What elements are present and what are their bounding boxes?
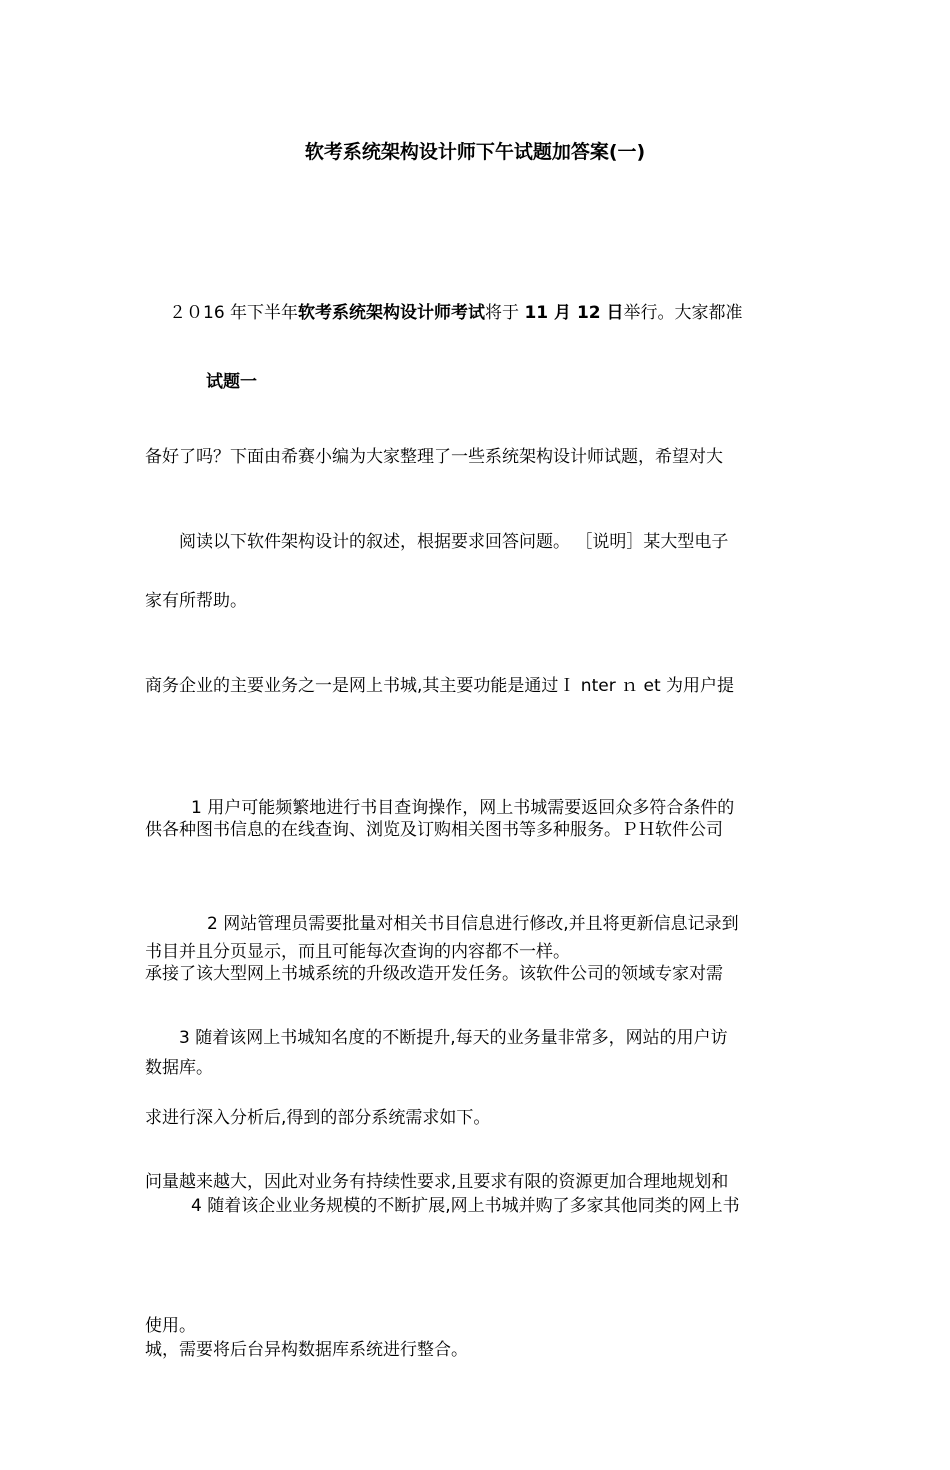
requirement-3-line-2: 问量越来越大，因此对业务有持续性要求,且要求有限的资源更加合理地规划和 [145,1172,729,1192]
intro-text-date: 11 月 12 日 [524,303,624,323]
description-line-3: 供各种图书信息的在线查询、浏览及订购相关图书等多种服务。ＰＨ软件公司 [145,820,723,840]
requirement-3-line-3: 使用。 [145,1316,196,1336]
intro-line-1 [145,289,807,337]
intro-text-will: 将于 [485,303,525,323]
requirement-1-line-2: 书目并且分页显示，而且可能每次查询的内容都不一样。 [145,942,570,962]
requirement-4-line-2: 城，需要将后台异构数据库系统进行整合。 [145,1340,468,1360]
description-line-2: 商务企业的主要业务之一是网上书城,其主要功能是通过Ｉ nter ｎ et 为用户提 [145,676,735,696]
requirement-3-line-1: 3 随着该网上书城知名度的不断提升,每天的业务量非常多，网站的用户访 [179,1028,728,1048]
requirement-item-4 [145,1086,807,1470]
intro-text-year: ２０16 年下半年 [169,303,299,323]
intro-text-exam-name: 软考系统架构设计师考试 [298,303,486,323]
intro-line-3: 家有所帮助。 [145,591,247,611]
requirement-4-line-1: 4 随着该企业业务规模的不断扩展,网上书城并购了多家其他同类的网上书 [191,1196,740,1216]
description-line-1: 阅读以下软件架构设计的叙述，根据要求回答问题。 ［说明］某大型电子 [179,532,729,552]
intro-line-2: 备好了吗？下面由希赛小编为大家整理了一些系统架构设计师试题，希望对大 [145,447,723,467]
document-title: 软考系统架构设计师下午试题加答案(一) [304,141,646,163]
requirement-1-line-1: 1 用户可能频繁地进行书目查询操作，网上书城需要返回众多符合条件的 [191,798,735,818]
description-line-4: 承接了该大型网上书城系统的升级改造开发任务。该软件公司的领域专家对需 [145,964,723,984]
description-line-5: 求进行深入分析后,得到的部分系统需求如下。 [145,1108,491,1128]
section-heading: 试题一 [206,372,257,392]
requirement-2-line-1: 2 网站管理员需要批量对相关书目信息进行修改,并且将更新信息记录到 [207,914,739,934]
intro-text-held: 举行。大家都准 [623,303,743,323]
requirement-2-line-2: 数据库。 [145,1058,213,1078]
